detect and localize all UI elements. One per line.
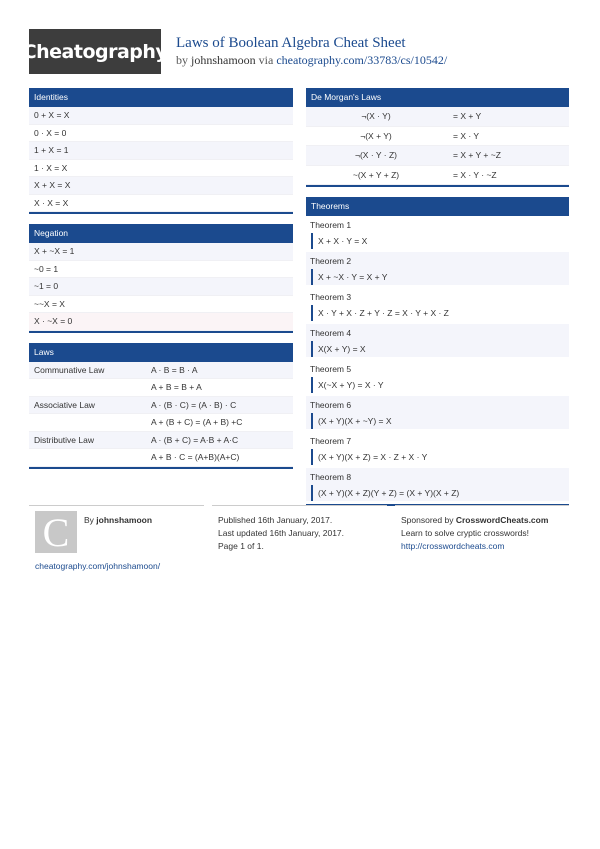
demorgan-right: = X · Y — [453, 130, 480, 141]
table-row — [29, 414, 293, 432]
table-row — [306, 166, 569, 186]
identities-rows — [29, 107, 293, 212]
theorems-list — [306, 216, 569, 501]
footer-divider — [395, 505, 569, 506]
list-item — [306, 216, 569, 249]
list-item — [306, 252, 569, 285]
demorgan-heading: De Morgan's Laws — [306, 88, 569, 107]
table-row: 1 + X = 1 — [29, 142, 293, 160]
sponsor-prefix: Sponsored by — [401, 515, 454, 525]
list-item — [306, 396, 569, 429]
theorem-formula: X · Y + X · Z + Y · Z = X · Y + X · Z — [311, 305, 569, 321]
cheatography-logo[interactable]: Cheatography — [29, 29, 161, 74]
list-item — [306, 288, 569, 321]
table-row: ~0 = 1 — [29, 261, 293, 279]
table-row — [29, 397, 293, 415]
page-count: Page 1 of 1. — [218, 541, 264, 551]
theorem-formula: X(X + Y) = X — [311, 341, 569, 357]
table-row: X · ~X = 0 — [29, 313, 293, 331]
law-formula: A + (B + C) = (A + B) +C — [151, 417, 243, 427]
table-row — [29, 449, 293, 467]
left-column — [29, 88, 293, 479]
list-item — [306, 468, 569, 501]
sponsor-link[interactable]: http://crosswordcheats.com — [401, 541, 505, 551]
footer-dates — [218, 514, 344, 553]
sheet-link[interactable]: cheatography.com/33783/cs/10542/ — [276, 53, 448, 67]
footer-sponsor — [401, 514, 548, 553]
theorem-formula: (X + Y)(X + ~Y) = X — [311, 413, 569, 429]
table-row — [306, 127, 569, 147]
footer-divider — [29, 505, 204, 506]
page-subtitle — [176, 53, 447, 68]
law-formula: A + B = B + A — [151, 382, 202, 392]
demorgan-left: ~(X + Y + Z) — [352, 169, 400, 180]
demorgan-left: ¬(X · Y · Z) — [355, 150, 397, 160]
published-date: Published 16th January, 2017. — [218, 515, 333, 525]
law-formula: A · B = B · A — [151, 364, 198, 375]
laws-rows — [29, 362, 293, 467]
theorems-box — [306, 197, 569, 506]
law-name — [34, 379, 151, 396]
table-row: 0 · X = 0 — [29, 125, 293, 143]
footer-author-link[interactable]: cheatography.com/johnshamoon/ — [35, 561, 161, 571]
table-row — [29, 379, 293, 397]
identities-heading: Identities — [29, 88, 293, 107]
table-row: X · X = X — [29, 195, 293, 213]
table-row — [306, 146, 569, 166]
demorgan-box — [306, 88, 569, 187]
demorgan-left: ¬(X · Y) — [361, 111, 391, 121]
demorgan-right: = X · Y · ~Z — [453, 169, 497, 180]
updated-date: Last updated 16th January, 2017. — [218, 528, 345, 538]
identities-box — [29, 88, 293, 214]
by-label: by — [176, 53, 188, 67]
table-row — [306, 107, 569, 127]
theorem-name: Theorem 1 — [310, 220, 352, 230]
theorem-name: Theorem 3 — [310, 292, 352, 302]
law-name: Communative Law — [34, 364, 105, 375]
list-item — [306, 360, 569, 393]
footer-author-name[interactable]: johnshamoon — [96, 515, 153, 525]
theorem-name: Theorem 5 — [310, 364, 352, 374]
theorem-formula: X(~X + Y) = X · Y — [311, 377, 569, 393]
theorem-formula: (X + Y)(X + Z)(Y + Z) = (X + Y)(X + Z) — [311, 485, 569, 501]
theorem-name: Theorem 7 — [310, 436, 352, 446]
law-formula: A + B · C = (A+B)(A+C) — [151, 452, 240, 462]
table-row: X + ~X = 1 — [29, 243, 293, 261]
table-row — [29, 432, 293, 450]
table-row: 0 + X = X — [29, 107, 293, 125]
table-row: ~1 = 0 — [29, 278, 293, 296]
theorem-formula: X + ~X · Y = X + Y — [311, 269, 569, 285]
demorgan-right: = X + Y + ~Z — [453, 150, 501, 160]
sponsor-name[interactable]: CrosswordCheats.com — [455, 515, 549, 525]
table-row: X + X = X — [29, 177, 293, 195]
author-avatar[interactable]: C — [35, 511, 77, 553]
law-formula: A · (B + C) = A·B + A·C — [151, 434, 239, 445]
demorgan-left: ¬(X + Y) — [360, 130, 392, 141]
laws-box — [29, 343, 293, 469]
theorem-name: Theorem 6 — [310, 400, 352, 410]
law-formula: A · (B · C) = (A · B) · C — [151, 399, 237, 410]
page-title: Laws of Boolean Algebra Cheat Sheet — [176, 35, 406, 51]
laws-heading: Laws — [29, 343, 293, 362]
footer-author — [84, 514, 152, 527]
author-name[interactable]: johnshamoon — [191, 53, 256, 67]
demorgan-rows — [306, 107, 569, 185]
law-name: Distributive Law — [34, 434, 94, 445]
theorems-heading: Theorems — [306, 197, 569, 216]
via-label: via — [258, 53, 274, 67]
negation-box — [29, 224, 293, 333]
theorem-formula: (X + Y)(X + Z) = X · Z + X · Y — [311, 449, 569, 465]
list-item — [306, 324, 569, 357]
demorgan-right: = X + Y — [453, 111, 482, 121]
negation-rows — [29, 243, 293, 331]
list-item — [306, 432, 569, 465]
law-name: Associative Law — [34, 399, 95, 410]
table-row: ~~X = X — [29, 296, 293, 314]
right-column — [306, 88, 569, 516]
theorem-name: Theorem 8 — [310, 472, 352, 482]
sponsor-tagline: Learn to solve cryptic crosswords! — [401, 528, 530, 538]
table-row: 1 · X = X — [29, 160, 293, 178]
theorem-formula: X + X · Y = X — [311, 233, 569, 249]
law-name — [34, 414, 151, 431]
table-row — [29, 362, 293, 380]
theorem-name: Theorem 2 — [310, 256, 352, 266]
theorem-name: Theorem 4 — [310, 328, 352, 338]
law-name — [34, 449, 151, 466]
footer-by-label: By — [84, 515, 94, 525]
footer-divider — [212, 505, 387, 506]
negation-heading: Negation — [29, 224, 293, 243]
